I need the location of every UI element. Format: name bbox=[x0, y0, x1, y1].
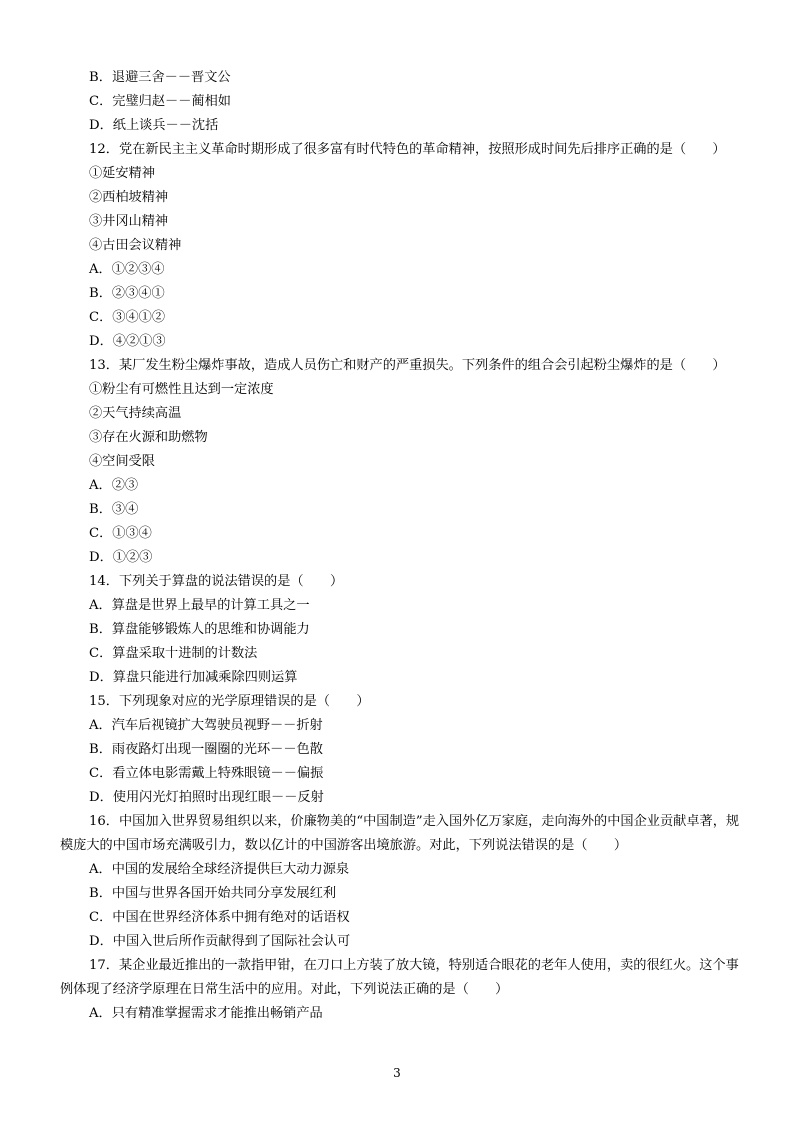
answer-option: D．算盘只能进行加减乘除四则运算 bbox=[89, 670, 298, 685]
answer-option: ①粉尘有可燃性且达到一定浓度 bbox=[89, 382, 274, 397]
question-stem: 13．某厂发生粉尘爆炸事故，造成人员伤亡和财产的严重损失。下列条件的组合会引起粉尘爆炸的是（ ） bbox=[89, 358, 726, 373]
answer-option: C．完璧归赵－－蔺相如 bbox=[89, 94, 231, 109]
answer-option: C．①③④ bbox=[89, 526, 152, 541]
answer-option: ④空间受限 bbox=[89, 454, 155, 469]
question-stem: 17．某企业最近推出的一款指甲钳，在刀口上方装了放大镜，特别适合眼花的老年人使用，卖的很红火。这个事例体现了经济学原理在日常生活中的应用。对此，下列说法正确的是（ ） bbox=[60, 958, 739, 997]
answer-option: B．中国与世界各国开始共同分享发展红利 bbox=[89, 886, 337, 901]
question-stem: 16．中国加入世界贸易组织以来，价廉物美的“中国制造”走入国外亿万家庭，走向海外的中国企业贡献卓著，规模庞大的中国市场充满吸引力，数以亿计的中国游客出境旅游。对此，下列说法错误的是（ ） bbox=[60, 814, 740, 853]
question-stem: 15．下列现象对应的光学原理错误的是（ ） bbox=[89, 694, 370, 709]
answer-option: ①延安精神 bbox=[89, 166, 155, 181]
answer-option: A．汽车后视镜扩大驾驶员视野－－折射 bbox=[89, 718, 323, 733]
question-stem: 14．下列关于算盘的说法错误的是（ ） bbox=[89, 574, 344, 589]
answer-option: A．中国的发展给全球经济提供巨大动力源泉 bbox=[89, 862, 350, 877]
answer-option: B．②③④① bbox=[89, 286, 165, 301]
answer-option: B．算盘能够锻炼人的思维和协调能力 bbox=[89, 622, 310, 637]
answer-option: ④古田会议精神 bbox=[89, 238, 182, 253]
answer-option: C．看立体电影需戴上特殊眼镜－－偏振 bbox=[89, 766, 324, 781]
answer-option: A．①②③④ bbox=[89, 262, 165, 277]
answer-option: B．退避三舍－－晋文公 bbox=[89, 70, 231, 85]
answer-option: ②天气持续高温 bbox=[89, 406, 182, 421]
answer-option: C．③④①② bbox=[89, 310, 166, 325]
page-number: 3 bbox=[393, 1066, 401, 1080]
answer-option: ③存在火源和助燃物 bbox=[89, 430, 208, 445]
answer-option: D．①②③ bbox=[89, 550, 153, 565]
answer-option: ③井冈山精神 bbox=[89, 214, 169, 229]
answer-option: A．只有精准掌握需求才能推出畅销产品 bbox=[89, 1006, 323, 1021]
exam-page-content bbox=[60, 66, 740, 1026]
answer-option: A．②③ bbox=[89, 478, 139, 493]
answer-option: B．雨夜路灯出现一圈圈的光环－－色散 bbox=[89, 742, 323, 757]
answer-option: D．使用闪光灯拍照时出现红眼－－反射 bbox=[89, 790, 324, 805]
answer-option: C．中国在世界经济体系中拥有绝对的话语权 bbox=[89, 910, 350, 925]
answer-option: ②西柏坡精神 bbox=[89, 190, 169, 205]
answer-option: D．中国入世后所作贡献得到了国际社会认可 bbox=[89, 934, 351, 949]
answer-option: A．算盘是世界上最早的计算工具之一 bbox=[89, 598, 310, 613]
answer-option: D．④②①③ bbox=[89, 334, 166, 349]
answer-option: C．算盘采取十进制的计数法 bbox=[89, 646, 258, 661]
question-stem: 12．党在新民主主义革命时期形成了很多富有时代特色的革命精神，按照形成时间先后排序正确的是（ ） bbox=[89, 142, 726, 157]
answer-option: D．纸上谈兵－－沈括 bbox=[89, 118, 219, 133]
answer-option: B．③④ bbox=[89, 502, 139, 517]
